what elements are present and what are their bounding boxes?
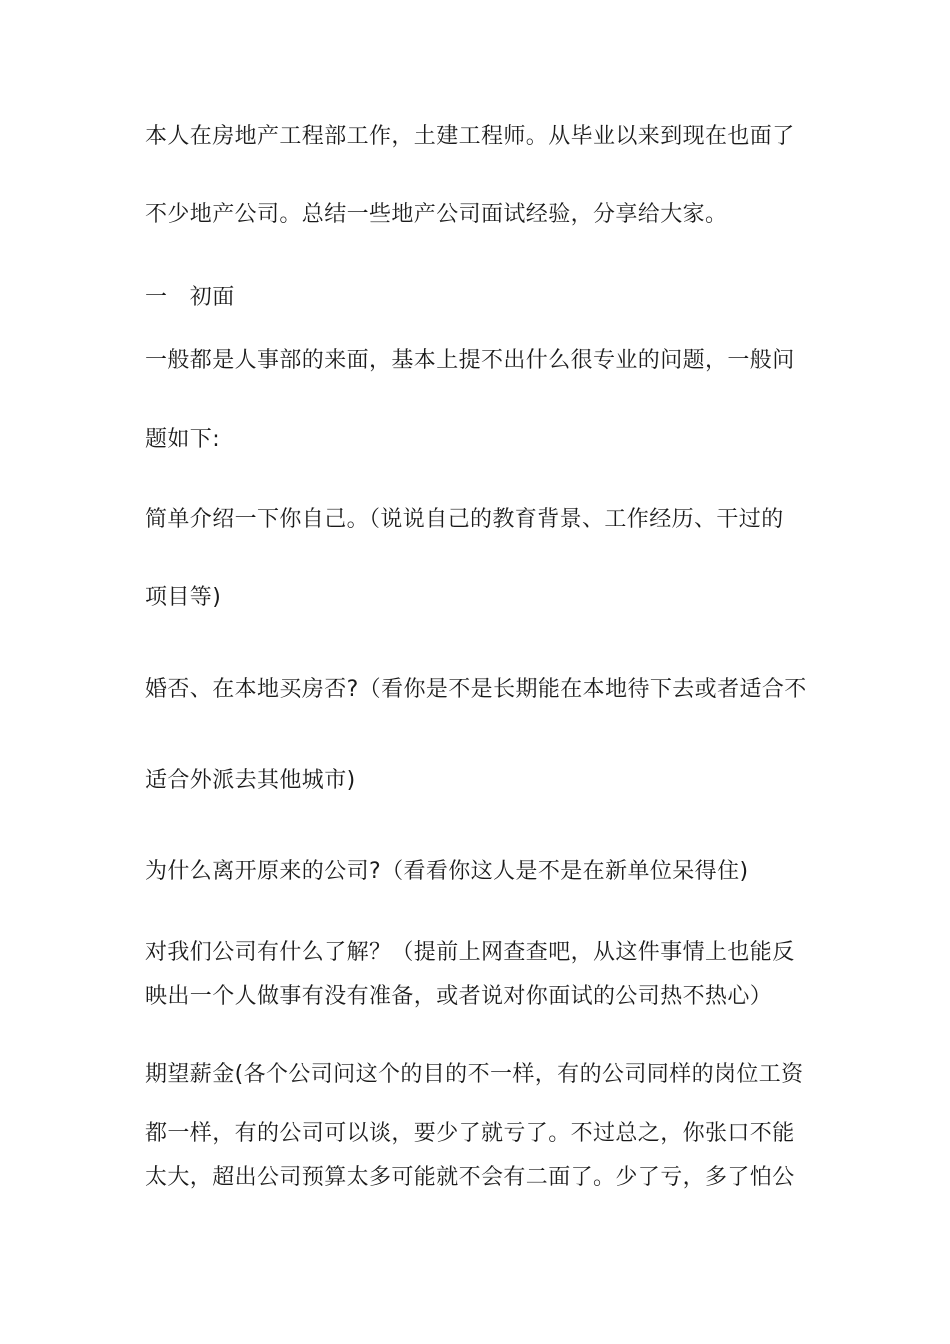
question-line: 对我们公司有什么了解？（提前上网查查吧，从这件事情上也能反	[145, 940, 795, 965]
paragraph-line: 映出一个人做事有没有准备，或者说对你面试的公司热不热心）	[145, 984, 773, 1009]
paragraph-line: 项目等)	[145, 585, 222, 610]
paragraph-line: 不少地产公司。总结一些地产公司面试经验，分享给大家。	[145, 202, 728, 227]
paragraph-line: 题如下:	[145, 427, 221, 452]
question-line: 为什么离开原来的公司?（看看你这人是不是在新单位呆得住)	[145, 859, 749, 884]
question-line: 期望薪金(各个公司问这个的目的不一样，有的公司同样的岗位工资	[145, 1062, 804, 1087]
question-line: 简单介绍一下你自己。（说说自己的教育背景、工作经历、干过的	[145, 507, 784, 532]
paragraph-line: 本人在房地产工程部工作，土建工程师。从毕业以来到现在也面了	[145, 124, 795, 149]
paragraph-line: 适合外派去其他城市)	[145, 768, 356, 793]
paragraph-line: 太大，超出公司预算太多可能就不会有二面了。少了亏，多了怕公	[145, 1165, 795, 1190]
paragraph-line: 一般都是人事部的来面，基本上提不出什么很专业的问题，一般问	[145, 348, 795, 373]
paragraph-line: 都一样，有的公司可以谈，要少了就亏了。不过总之，你张口不能	[145, 1121, 795, 1146]
question-line: 婚否、在本地买房否?（看你是不是长期能在本地待下去或者适合不	[145, 677, 807, 702]
section-heading: 一 初面	[145, 285, 235, 310]
